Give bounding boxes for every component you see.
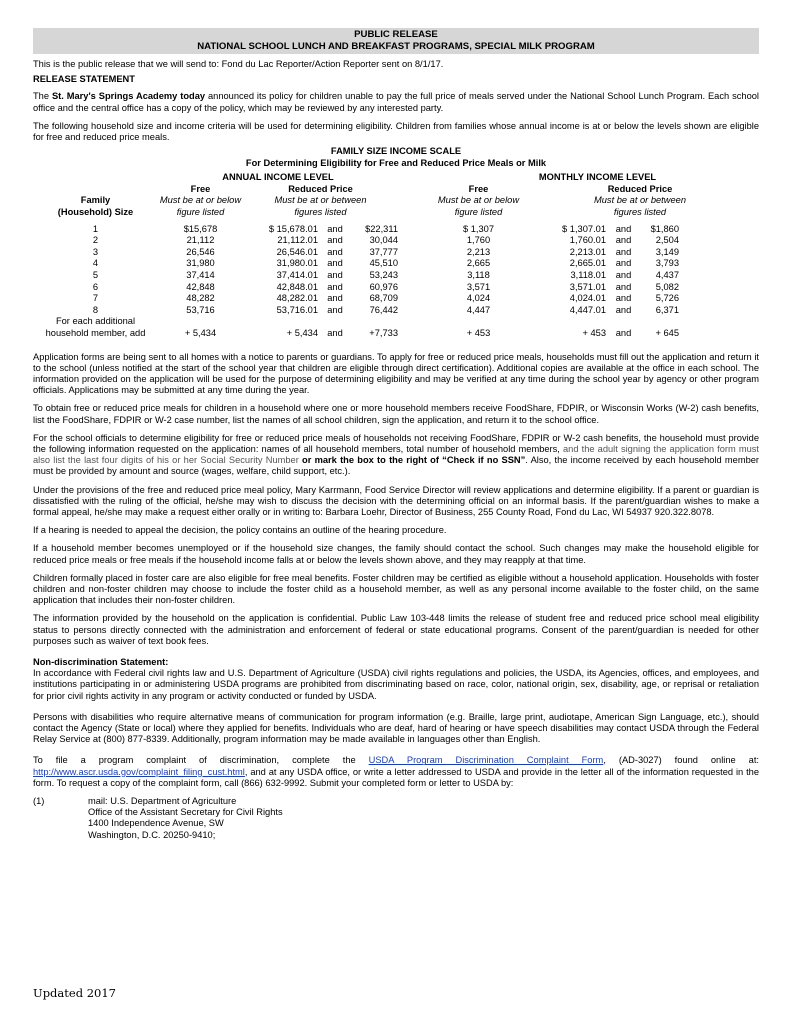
- foster-paragraph: Children formally placed in foster care are also eligible for free meal benefits. Foster children may be certified as eligible without a household application. Households with foster children and non-foster children may choose to include the foster child as a household member, as well as any personal income available to the foster child, on the same application that includes their non-foster children.: [33, 572, 759, 606]
- officials-ssn-text: and the adult signing the application form must also list the last four digits of his or her Social Security Number: [33, 443, 759, 466]
- monthly-reduced-label: Reduced Price: [607, 183, 673, 194]
- income-row: [33, 305, 759, 317]
- annual-reduced-low: 37,414.01: [276, 269, 318, 280]
- and-word: and: [327, 304, 343, 315]
- monthly-reduced-low: 3,571.01: [569, 281, 606, 292]
- additional-monthly-low: + 453: [582, 327, 606, 338]
- monthly-reduced-high: 3,793: [655, 258, 679, 269]
- officials-ssn-box-text: or mark the box to the right of “Check if no SSN”: [298, 455, 526, 466]
- monthly-reduced-low: $ 1,307.01: [562, 223, 606, 234]
- release-p1-rest: announced its policy for children unable to pay the full price of meals served under the National School Lunch Program. Each school office and the central office has a copy of the policy, which may be reviewed by any interested party.: [33, 91, 759, 113]
- header-line2: NATIONAL SCHOOL LUNCH AND BREAKFAST PROGRAMS, SPECIAL MILK PROGRAM: [197, 40, 595, 52]
- additional-label-2: household member, add: [45, 327, 146, 338]
- monthly-reduced-high: $1,860: [650, 223, 679, 234]
- household-size: 8: [92, 304, 99, 315]
- family-label-2: (Household) Size: [57, 207, 134, 217]
- notes-header-2: [33, 207, 759, 219]
- annual-reduced-high: 60,976: [369, 281, 398, 292]
- monthly-free-value: 2,665: [466, 258, 491, 269]
- annual-reduced-low: 48,282.01: [276, 293, 318, 304]
- family-label-1: Family: [80, 195, 111, 206]
- annual-reduced-label: Reduced Price: [288, 183, 353, 194]
- annual-free-value: 37,414: [186, 269, 215, 280]
- income-rows: [33, 224, 759, 317]
- household-size: 6: [92, 281, 99, 292]
- complaint-paragraph: [33, 755, 759, 789]
- complaint-part2: , (AD-3027) found online at:: [603, 755, 759, 766]
- annual-free-value: 48,282: [186, 293, 215, 304]
- monthly-reduced-high: 5,726: [655, 293, 679, 304]
- and-word: and: [615, 269, 632, 280]
- and-word: and: [615, 258, 632, 269]
- household-size: 5: [92, 269, 99, 280]
- monthly-reduced-low: 3,118.01: [570, 269, 606, 280]
- header-line1: PUBLIC RELEASE: [354, 29, 438, 40]
- and-word: and: [327, 327, 343, 338]
- monthly-reduced-low: 2,665.01: [569, 258, 606, 269]
- additional-member-row-1: [33, 316, 759, 328]
- monthly-free-value: 3,118: [467, 269, 490, 280]
- household-size: 3: [92, 246, 99, 257]
- release-paragraph-1: [33, 91, 759, 113]
- household-size: 4: [92, 258, 99, 269]
- release-paragraph-2: The following household size and income criteria will be used for determining eligibility. Children from families whose annual income is at or below the levels shown are eligible for free and reduced price meals.: [33, 120, 759, 143]
- applications-paragraph: Application forms are being sent to all homes with a notice to parents or guardians. To apply for free or reduced price meals, households must fill out the application and return it to the school (unless notified at the start of the school year that children are eligible through direct certification). Additional copies are available at the office in each school. The information provided on the application will be used for the purpose of determining eligibility and may be verified at any time during the school year by agency or other program officials. Applications may be submitted at any time during the year.: [33, 351, 759, 396]
- annual-free-value: 21,112: [186, 235, 215, 246]
- monthly-free-value: 2,213: [466, 246, 491, 257]
- and-word: and: [327, 258, 343, 269]
- monthly-reduced-note-2: figures listed: [613, 207, 667, 217]
- mail-address: [88, 796, 283, 841]
- additional-annual-free: + 5,434: [184, 327, 217, 338]
- monthly-reduced-high: 2,504: [655, 235, 679, 246]
- release-p1-prefix: The: [33, 91, 52, 102]
- additional-monthly-free: + 453: [466, 327, 491, 338]
- household-size: 7: [92, 293, 99, 304]
- and-word: and: [327, 281, 343, 292]
- monthly-reduced-high: 4,437: [655, 269, 679, 280]
- nondiscrimination-title: Non-discrimination Statement:: [33, 657, 169, 667]
- monthly-reduced-low: 2,213.01: [569, 246, 606, 257]
- monthly-reduced-high: 3,149: [655, 246, 679, 257]
- and-word: and: [615, 304, 632, 315]
- annual-free-value: 26,546: [186, 246, 215, 257]
- school-name: St. Mary's Springs Academy today: [51, 91, 206, 102]
- release-header: [33, 28, 759, 54]
- additional-member-row: [33, 328, 759, 340]
- monthly-reduced-high: 5,082: [655, 281, 679, 292]
- monthly-free-value: 4,447: [466, 304, 491, 315]
- complaint-part3: , and at any USDA office, or write a letter addressed to USDA and provide in the letter all of the information requested in the form. To request a copy of the complaint form, call (866) 632-9992. Submit your completed form or letter to USDA by:: [33, 766, 759, 788]
- household-size: 2: [92, 235, 99, 246]
- complaint-form-link[interactable]: USDA Program Discrimination Complaint Form: [368, 755, 604, 766]
- annual-reduced-high: 76,442: [369, 304, 398, 315]
- income-row: [33, 247, 759, 259]
- foodshare-paragraph: To obtain free or reduced price meals for children in a household where one or more household members receive FoodShare, FDPIR, or Wisconsin Works (W-2) cash benefits, list the FoodShare, FDPIR or W-2 case number, list the names of all school children, sign the application, and return it to the school office.: [33, 403, 759, 425]
- and-word: and: [615, 327, 632, 338]
- annual-reduced-high: 45,510: [369, 258, 398, 269]
- annual-reduced-high: $22,311: [365, 223, 398, 234]
- release-statement-title: RELEASE STATEMENT: [33, 74, 135, 85]
- household-size: 1: [92, 223, 99, 234]
- income-row: [33, 258, 759, 270]
- monthly-free-note-2: figure listed: [454, 207, 503, 217]
- additional-annual-high: +7,733: [369, 327, 398, 338]
- annual-reduced-note-2: figures listed: [294, 207, 347, 217]
- annual-free-value: 42,848: [186, 281, 215, 292]
- annual-reduced-low: 31,980.01: [276, 258, 318, 269]
- hearing-paragraph: If a hearing is needed to appeal the decision, the policy contains an outline of the hearing procedure.: [33, 525, 447, 536]
- monthly-reduced-low: 4,447.01: [569, 304, 606, 315]
- income-row: [33, 293, 759, 305]
- annual-income-label: ANNUAL INCOME LEVEL: [222, 172, 334, 183]
- annual-free-value: $15,678: [183, 223, 218, 234]
- scale-title-line2: For Determining Eligibility for Free and Reduced Price Meals or Milk: [245, 157, 547, 168]
- and-word: and: [327, 235, 343, 246]
- monthly-reduced-low: 4,024.01: [569, 293, 606, 304]
- annual-reduced-low: $ 15,678.01: [268, 223, 318, 234]
- officials-part2: . Also, the income received by each household member must be provided by amount and source (wages, welfare, child support, etc.).: [33, 455, 760, 477]
- income-row: [33, 282, 759, 294]
- monthly-free-value: 1,760: [466, 235, 491, 246]
- monthly-free-label: Free: [468, 183, 489, 194]
- income-row: [33, 235, 759, 247]
- monthly-reduced-note-1: Must be at or between: [594, 195, 686, 206]
- monthly-income-label: MONTHLY INCOME LEVEL: [538, 172, 657, 183]
- monthly-reduced-high: 6,371: [655, 304, 679, 315]
- annual-free-label: Free: [190, 183, 211, 194]
- annual-reduced-low: 21,112.01: [277, 235, 318, 246]
- nondiscrimination-paragraph-1: In accordance with Federal civil rights law and U.S. Department of Agriculture (USDA) civil rights regulations and policies, the USDA, its Agencies, offices, and employees, and institutions participating in or administering USDA programs are prohibited from discriminating based on race, color, national origin, sex, disability, age, or reprisal or retaliation for prior civil rights activity in any program or activity conducted or funded by USDA.: [33, 668, 759, 701]
- annual-reduced-high: 30,044: [369, 235, 398, 246]
- mail-number: (1): [33, 796, 45, 807]
- and-word: and: [327, 293, 343, 304]
- and-word: and: [615, 235, 632, 246]
- annual-free-note-1: Must be at or below: [159, 195, 242, 206]
- unemployed-paragraph: If a household member becomes unemployed or if the household size changes, the family should contact the school. Such changes may make the household eligible for reduced price meals or free meals if the household income falls at or below the levels shown above, and they may reapply at that time.: [33, 543, 759, 565]
- nondiscrimination-paragraph-2: Persons with disabilities who require alternative means of communication for program information (e.g. Braille, large print, audiotape, American Sign Language, etc.), should contact the Agency (State or local) where they applied for benefits. Individuals who are deaf, hard of hearing or have speech disabilities may contact USDA through the Federal Relay Service at (800) 877-8339. Additionally, program information may be made available in languages other than English.: [33, 711, 759, 745]
- annual-reduced-low: 53,716.01: [276, 304, 318, 315]
- income-scale-table: [33, 172, 759, 339]
- complaint-part1: To file a program complaint of discrimination, complete the: [33, 755, 369, 766]
- income-level-header: [33, 172, 759, 184]
- annual-reduced-low: 42,848.01: [276, 281, 318, 292]
- provisions-paragraph: Under the provisions of the free and reduced price meal policy, Mary Karrmann, Food Service Director will review applications and determine eligibility. If a parent or guardian is dissatisfied with the ruling of the official, he/she may wish to discuss the decision with the determining official on an informal basis. If the parent/guardian wishes to make a formal appeal, he/she may make a request either orally or in writing to: Barbara Loehr, Director of Business, 255 County Road, Fond du Lac, WI 54937 920.322.8078.: [33, 484, 759, 517]
- annual-reduced-low: 26,546.01: [276, 246, 318, 257]
- category-header: [33, 184, 759, 196]
- and-word: and: [327, 223, 343, 234]
- mail-address-block: [33, 796, 759, 841]
- monthly-free-value: 3,571: [466, 281, 491, 292]
- and-word: and: [615, 223, 632, 234]
- document-page: [33, 28, 759, 841]
- additional-monthly-high: + 645: [655, 327, 679, 338]
- monthly-free-value: $ 1,307: [462, 223, 495, 234]
- updated-footer: Updated 2017: [33, 986, 116, 1000]
- and-word: and: [615, 246, 632, 257]
- officials-paragraph: [33, 433, 759, 478]
- annual-reduced-note-1: Must be at or between: [274, 195, 367, 206]
- and-word: and: [615, 293, 632, 304]
- monthly-reduced-low: 1,760.01: [569, 235, 606, 246]
- officials-part1: For the school officials to determine eligibility for free or reduced price meals of households not receiving FoodShare, FDPIR or W-2 cash benefits, the household must provide the following information requested on the application: names of all household members, total number of household members,: [33, 432, 759, 454]
- additional-label-1: For each additional: [55, 316, 136, 327]
- annual-reduced-high: 53,243: [369, 269, 398, 280]
- monthly-free-value: 4,024: [466, 293, 491, 304]
- confidential-paragraph: The information provided by the household on the application is confidential. Public Law 103-448 limits the release of student free and reduced price school meal eligibility status to persons directly connected with the administration and enforcement of federal or state educational programs. Consent of the parent/guardian is needed for other purposes such as waiver of text book fees.: [33, 613, 759, 646]
- and-word: and: [327, 269, 343, 280]
- mail-line3: 1400 Independence Avenue, SW: [88, 818, 224, 829]
- and-word: and: [327, 246, 343, 257]
- income-row: [33, 270, 759, 282]
- annual-reduced-high: 37,777: [369, 246, 398, 257]
- and-word: and: [615, 281, 632, 292]
- monthly-free-note-1: Must be at or below: [437, 195, 520, 206]
- additional-annual-low: + 5,434: [286, 327, 318, 338]
- income-row: [33, 224, 759, 236]
- annual-reduced-high: 68,709: [369, 293, 398, 304]
- complaint-url-link[interactable]: http://www.ascr.usda.gov/complaint_filing_cust.html: [33, 766, 245, 777]
- scale-title-line1: FAMILY SIZE INCOME SCALE: [330, 146, 462, 157]
- income-scale-title: [33, 146, 759, 169]
- intro-text: This is the public release that we will send to: Fond du Lac Reporter/Action Reporter sent on 8/1/17.: [33, 59, 444, 69]
- annual-free-note-2: figure listed: [176, 207, 225, 217]
- notes-header-1: [33, 195, 759, 207]
- annual-free-value: 53,716: [186, 304, 215, 315]
- mail-line2: Office of the Assistant Secretary for Civil Rights: [88, 807, 283, 818]
- annual-free-value: 31,980: [186, 258, 215, 269]
- mail-line4: Washington, D.C. 20250-9410;: [88, 829, 216, 840]
- mail-line1: mail: U.S. Department of Agriculture: [88, 796, 237, 807]
